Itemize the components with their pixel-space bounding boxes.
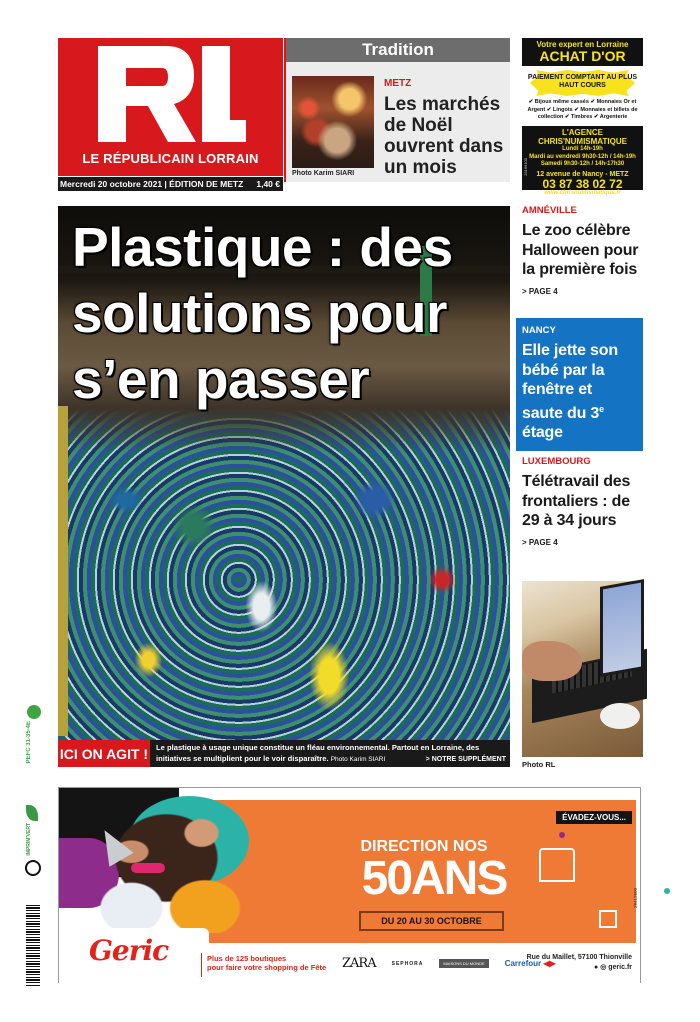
story-page-ref[interactable]: > PAGE 4 (522, 537, 558, 547)
recycle-icon (25, 860, 41, 876)
photo-credit-rl: Photo RL (522, 760, 556, 769)
pefc-icon (27, 705, 41, 719)
story-title: Le zoo célèbre Halloween pour la première fois (522, 222, 639, 278)
ad-hours-1: Mardi au vendredi 9h30-12h / 14h-19h (529, 153, 636, 160)
paper-name: LE RÉPUBLICAIN LORRAIN (82, 151, 259, 166)
ad-phone: 03 87 38 02 72 (542, 176, 623, 191)
caption-credit: Photo Karim SIARI (330, 756, 386, 763)
story-kicker: LUXEMBOURG (522, 456, 591, 467)
sephora-logo: SEPHORA (391, 960, 424, 967)
divider (201, 953, 202, 977)
ad-geric[interactable] (58, 787, 641, 983)
laptop-screen (600, 579, 644, 677)
margin-stamps (22, 705, 46, 995)
ad-dates: DU 20 AU 30 OCTOBRE (359, 911, 504, 931)
story-title (522, 341, 637, 443)
ad-social (527, 963, 632, 973)
main-caption-bar (58, 740, 510, 767)
story-title: Télétravail des frontaliers : de 29 à 34 jours (522, 473, 631, 529)
ad-website[interactable]: www.chrisnumismatique.fr (544, 189, 621, 196)
ad-code: 23166100 (523, 158, 528, 176)
zara-logo: ZARA (342, 956, 376, 971)
mouse-icon (600, 703, 640, 729)
instagram-icon[interactable]: ◎ (600, 964, 607, 971)
ad-50-ans: 50ANS (361, 852, 507, 905)
cake-icon (539, 848, 575, 882)
title-main: Elle jette son bébé par la fenêtre et saute du 3 (522, 342, 618, 422)
ad-street: Rue du Maillet, 57100 Thionville (526, 954, 632, 961)
geric-logo[interactable] (79, 928, 209, 968)
slogan-line2: pour faire votre shopping de Fête (207, 963, 327, 972)
christmas-market-photo (292, 76, 374, 168)
story-luxembourg[interactable] (522, 456, 643, 547)
ad-website[interactable]: geric.fr (608, 964, 632, 971)
main-story-photo[interactable] (58, 206, 510, 740)
carrefour-icon: ◀▶ (543, 959, 556, 968)
confetti-dot (559, 832, 565, 838)
geric-wordmark: Geric (89, 934, 169, 967)
ad-line2: ACHAT D'OR (539, 48, 626, 64)
section-tag: ICI ON AGIT ! (58, 740, 150, 767)
price: 1,40 € (256, 179, 280, 189)
confetti-dot (664, 888, 670, 894)
ad-agency: L'AGENCE CHRIS'NUMISMATIQUE (538, 128, 627, 146)
laptop-photo (522, 581, 643, 757)
escape-tag: ÉVADEZ-VOUS... (556, 811, 632, 824)
ad-line1: Votre expert en Lorraine (536, 40, 629, 49)
masthead-logo[interactable] (58, 38, 283, 176)
title-end: étage (522, 424, 563, 441)
teaser-noel-markets[interactable] (284, 38, 510, 182)
ad-hours-0: Lundi 14h-19h (562, 146, 603, 152)
teaser-kicker: METZ (384, 78, 412, 89)
ad-achat-or[interactable] (522, 38, 643, 196)
facebook-icon[interactable]: ● (594, 964, 599, 971)
ad-address: 12 avenue de Nancy - METZ (536, 170, 629, 178)
pefc-label: PEFC 31-35-4E (26, 721, 32, 764)
dateline (58, 177, 283, 191)
story-nancy[interactable] (516, 318, 643, 459)
slogan-line1: Plus de 125 boutiques (207, 954, 287, 963)
main-caption (150, 740, 510, 767)
teaser-title: Les marchés de Noël ouvrent dans un mois (384, 94, 504, 178)
imprim-vert-label: IMPRIM'VERT (26, 823, 32, 856)
story-kicker: AMNÉVILLE (522, 205, 577, 216)
ad-ticks: ✔ Bijoux même cassés ✔ Monnaies Or et Argent ✔ Lingots ✔ Monnaies et billets de collection ✔ Timbres ✔ Argenterie (527, 99, 638, 120)
ad-direction: DIRECTION NOS (360, 838, 488, 855)
ad-code: 28412600 (633, 888, 638, 909)
rl-logo-icon (96, 46, 246, 146)
story-kicker: NANCY (522, 325, 556, 336)
ad-burst-text: PAIEMENT COMPTANT AU PLUS HAUT COURS (527, 74, 638, 89)
carrefour-wordmark: Carrefour (504, 959, 542, 968)
teaser-section-band: Tradition (286, 38, 510, 62)
ad-slogan (207, 954, 326, 972)
barcode-icon (26, 905, 40, 987)
ad-white-panel (522, 66, 643, 126)
ad-address (527, 953, 632, 973)
photo-rail (58, 406, 68, 736)
gift-icon (599, 910, 617, 928)
photo-credit: Photo Karim SIARI (292, 170, 355, 177)
story-amneville[interactable] (522, 205, 643, 296)
ad-hours-2: Samedi 9h30-12h / 14h-17h30 (540, 161, 625, 167)
title-sup: e (599, 403, 604, 414)
story-page-ref[interactable]: > PAGE 4 (522, 286, 558, 296)
edition-date: Mercredi 20 octobre 2021 | ÉDITION DE METZ (60, 179, 244, 189)
hand (522, 641, 582, 681)
maisons-du-monde-logo: MAISONS DU MONDE (439, 959, 488, 968)
leaf-icon (26, 805, 38, 821)
party-glasses-icon (131, 863, 165, 873)
partner-logos (342, 956, 556, 971)
story-page-ref[interactable]: >PAGE 26 (522, 449, 560, 459)
celebrating-women-photo (79, 808, 254, 933)
caption-text: Le plastique à usage unique constitue un fléau environnemental. Partout en Lorraine, des initiatives se multiplient pour le voir disparaître. (156, 743, 480, 763)
supplement-link[interactable]: > NOTRE SUPPLÉMENT (425, 756, 506, 763)
main-headline: Plastique : des solutions pour s’en passer (72, 216, 453, 410)
